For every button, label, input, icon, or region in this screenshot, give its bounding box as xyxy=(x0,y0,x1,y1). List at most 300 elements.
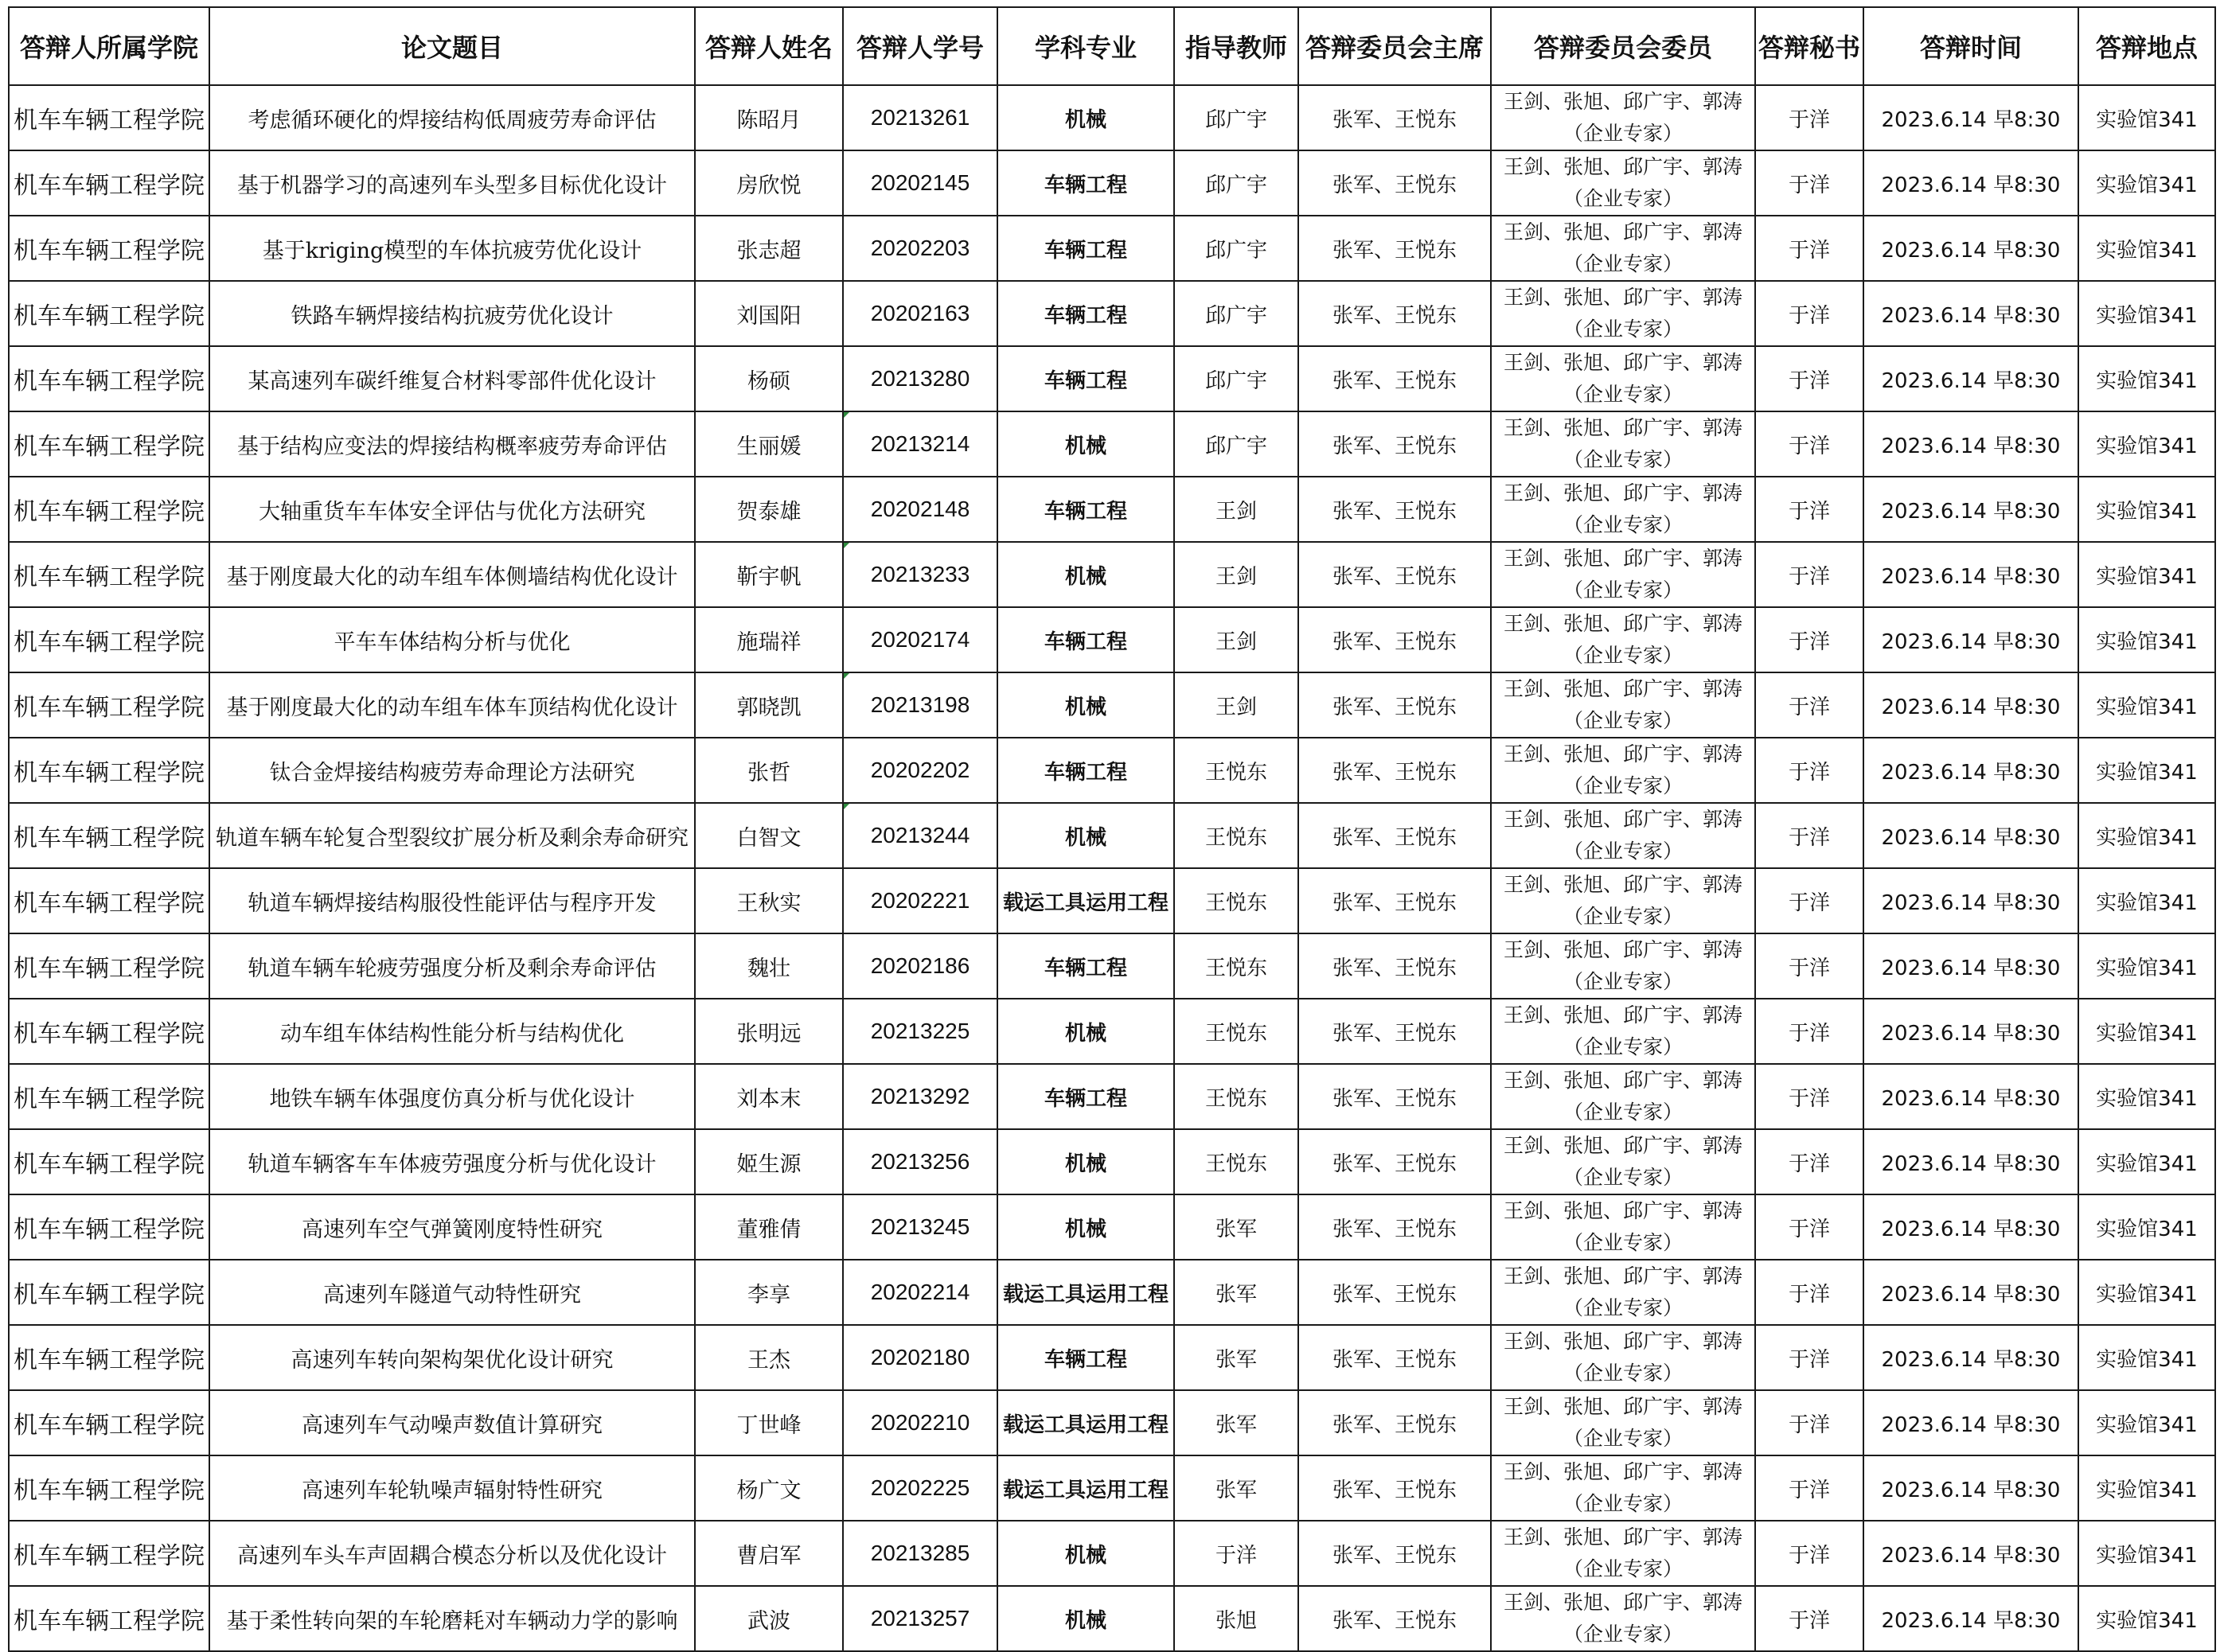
advisor-cell: 张军 xyxy=(1174,1390,1298,1455)
college-cell: 机车车辆工程学院 xyxy=(9,1586,209,1651)
committee-members-cell xyxy=(1491,738,1755,803)
committee-members-cell xyxy=(1491,1455,1755,1521)
thesis-title-cell: 高速列车轮轨噪声辐射特性研究 xyxy=(209,1455,695,1521)
table-row xyxy=(9,346,2215,411)
thesis-title-cell: 地铁车辆车体强度仿真分析与优化设计 xyxy=(209,1064,695,1129)
advisor-cell: 王剑 xyxy=(1174,542,1298,607)
defense-location-cell: 实验馆341 xyxy=(2078,216,2215,281)
committee-members-note: （企业专家） xyxy=(1563,579,1683,602)
committee-members-names: 王剑、张旭、邱广宇、郭涛 xyxy=(1503,1591,1742,1614)
committee-members-cell xyxy=(1491,1260,1755,1325)
student-name-cell: 陈昭月 xyxy=(695,85,843,150)
college-cell: 机车车辆工程学院 xyxy=(9,150,209,216)
student-id-value: 20213280 xyxy=(870,366,970,391)
defense-location-cell: 实验馆341 xyxy=(2078,999,2215,1064)
college-cell: 机车车辆工程学院 xyxy=(9,542,209,607)
defense-location-cell: 实验馆341 xyxy=(2078,1390,2215,1455)
student-id-cell xyxy=(843,1586,997,1651)
committee-members-names: 王剑、张旭、邱广宇、郭涛 xyxy=(1503,873,1742,896)
student-id-value: 20213257 xyxy=(870,1606,970,1631)
committee-members-names: 王剑、张旭、邱广宇、郭涛 xyxy=(1503,1395,1742,1418)
student-name-cell: 房欣悦 xyxy=(695,150,843,216)
advisor-cell: 王悦东 xyxy=(1174,933,1298,999)
committee-members-note: （企业专家） xyxy=(1563,1623,1683,1646)
committee-chair-cell: 张军、王悦东 xyxy=(1298,150,1491,216)
student-name-cell: 白智文 xyxy=(695,803,843,868)
thesis-title-cell: 轨道车辆客车车体疲劳强度分析与优化设计 xyxy=(209,1129,695,1194)
thesis-title-cell: 基于刚度最大化的动车组车体侧墙结构优化设计 xyxy=(209,542,695,607)
advisor-cell: 王悦东 xyxy=(1174,1129,1298,1194)
committee-members-note: （企业专家） xyxy=(1563,709,1683,732)
student-id-cell xyxy=(843,1194,997,1260)
committee-members-cell xyxy=(1491,1064,1755,1129)
major-cell: 载运工具运用工程 xyxy=(997,1390,1174,1455)
student-id-cell xyxy=(843,607,997,672)
student-id-cell xyxy=(843,150,997,216)
committee-members-cell xyxy=(1491,1521,1755,1586)
student-id-cell xyxy=(843,999,997,1064)
college-cell: 机车车辆工程学院 xyxy=(9,999,209,1064)
defense-location-cell: 实验馆341 xyxy=(2078,672,2215,738)
college-cell: 机车车辆工程学院 xyxy=(9,672,209,738)
defense-time-cell: 2023.6.14 早8:30 xyxy=(1863,477,2078,542)
major-cell: 车辆工程 xyxy=(997,216,1174,281)
student-id-value: 20202145 xyxy=(870,170,970,195)
major-cell: 机械 xyxy=(997,1586,1174,1651)
committee-members-cell xyxy=(1491,542,1755,607)
defense-location-cell: 实验馆341 xyxy=(2078,607,2215,672)
committee-chair-cell: 张军、王悦东 xyxy=(1298,933,1491,999)
major-cell: 机械 xyxy=(997,542,1174,607)
table-row xyxy=(9,1586,2215,1651)
committee-members-note: （企业专家） xyxy=(1563,1035,1683,1058)
cell-comment-marker xyxy=(844,543,849,548)
committee-chair-cell: 张军、王悦东 xyxy=(1298,607,1491,672)
major-cell: 机械 xyxy=(997,803,1174,868)
advisor-cell: 邱广宇 xyxy=(1174,150,1298,216)
committee-chair-cell: 张军、王悦东 xyxy=(1298,1260,1491,1325)
committee-members-note: （企业专家） xyxy=(1563,252,1683,275)
college-cell: 机车车辆工程学院 xyxy=(9,477,209,542)
major-cell: 车辆工程 xyxy=(997,738,1174,803)
major-cell: 机械 xyxy=(997,1129,1174,1194)
student-name-cell: 杨广文 xyxy=(695,1455,843,1521)
committee-members-names: 王剑、张旭、邱广宇、郭涛 xyxy=(1503,416,1742,439)
student-id-value: 20202210 xyxy=(870,1410,970,1435)
committee-members-note: （企业专家） xyxy=(1563,840,1683,863)
major-cell: 车辆工程 xyxy=(997,933,1174,999)
advisor-cell: 邱广宇 xyxy=(1174,85,1298,150)
college-cell: 机车车辆工程学院 xyxy=(9,868,209,933)
college-cell: 机车车辆工程学院 xyxy=(9,346,209,411)
table-row xyxy=(9,1325,2215,1390)
committee-chair-cell: 张军、王悦东 xyxy=(1298,738,1491,803)
table-row xyxy=(9,1390,2215,1455)
student-id-value: 20202203 xyxy=(870,236,970,260)
committee-chair-cell: 张军、王悦东 xyxy=(1298,85,1491,150)
secretary-cell: 于洋 xyxy=(1755,1586,1863,1651)
table-row xyxy=(9,868,2215,933)
committee-members-note: （企业专家） xyxy=(1563,1362,1683,1385)
secretary-cell: 于洋 xyxy=(1755,216,1863,281)
committee-members-note: （企业专家） xyxy=(1563,1231,1683,1254)
defense-location-cell: 实验馆341 xyxy=(2078,933,2215,999)
table-row xyxy=(9,1129,2215,1194)
committee-members-names: 王剑、张旭、邱广宇、郭涛 xyxy=(1503,481,1742,505)
thesis-title-cell: 基于柔性转向架的车轮磨耗对车辆动力学的影响 xyxy=(209,1586,695,1651)
major-cell: 车辆工程 xyxy=(997,346,1174,411)
student-id-value: 20213244 xyxy=(870,823,970,847)
advisor-cell: 王悦东 xyxy=(1174,738,1298,803)
defense-location-cell: 实验馆341 xyxy=(2078,1325,2215,1390)
student-name-cell: 贺泰雄 xyxy=(695,477,843,542)
defense-time-cell: 2023.6.14 早8:30 xyxy=(1863,85,2078,150)
committee-members-names: 王剑、张旭、邱广宇、郭涛 xyxy=(1503,612,1742,635)
student-id-cell xyxy=(843,1260,997,1325)
secretary-cell: 于洋 xyxy=(1755,607,1863,672)
committee-members-note: （企业专家） xyxy=(1563,774,1683,797)
thesis-title-cell: 大轴重货车车体安全评估与优化方法研究 xyxy=(209,477,695,542)
committee-members-names: 王剑、张旭、邱广宇、郭涛 xyxy=(1503,547,1742,570)
committee-members-cell xyxy=(1491,1129,1755,1194)
defense-time-cell: 2023.6.14 早8:30 xyxy=(1863,1521,2078,1586)
header-student-id: 答辩人学号 xyxy=(843,7,997,85)
committee-members-note: （企业专家） xyxy=(1563,1557,1683,1580)
college-cell: 机车车辆工程学院 xyxy=(9,607,209,672)
defense-time-cell: 2023.6.14 早8:30 xyxy=(1863,1455,2078,1521)
student-name-cell: 杨硕 xyxy=(695,346,843,411)
student-id-cell xyxy=(843,1064,997,1129)
header-thesis-title: 论文题目 xyxy=(209,7,695,85)
secretary-cell: 于洋 xyxy=(1755,1064,1863,1129)
student-name-cell: 郭晓凯 xyxy=(695,672,843,738)
committee-chair-cell: 张军、王悦东 xyxy=(1298,411,1491,477)
thesis-title-cell: 平车车体结构分析与优化 xyxy=(209,607,695,672)
table-row xyxy=(9,477,2215,542)
advisor-cell: 王剑 xyxy=(1174,477,1298,542)
header-row xyxy=(9,7,2215,85)
defense-location-cell: 实验馆341 xyxy=(2078,868,2215,933)
table-row xyxy=(9,933,2215,999)
student-name-cell: 靳宇帆 xyxy=(695,542,843,607)
student-id-value: 20202214 xyxy=(870,1280,970,1304)
major-cell: 机械 xyxy=(997,999,1174,1064)
defense-location-cell: 实验馆341 xyxy=(2078,1521,2215,1586)
secretary-cell: 于洋 xyxy=(1755,477,1863,542)
student-id-cell xyxy=(843,1390,997,1455)
table-row xyxy=(9,150,2215,216)
defense-time-cell: 2023.6.14 早8:30 xyxy=(1863,672,2078,738)
defense-time-cell: 2023.6.14 早8:30 xyxy=(1863,346,2078,411)
thesis-title-cell: 高速列车气动噪声数值计算研究 xyxy=(209,1390,695,1455)
defense-time-cell: 2023.6.14 早8:30 xyxy=(1863,1194,2078,1260)
header-student-name: 答辩人姓名 xyxy=(695,7,843,85)
committee-members-note: （企业专家） xyxy=(1563,644,1683,667)
committee-members-cell xyxy=(1491,1325,1755,1390)
committee-members-note: （企业专家） xyxy=(1563,187,1683,210)
major-cell: 机械 xyxy=(997,672,1174,738)
student-id-cell xyxy=(843,1129,997,1194)
header-secretary: 答辩秘书 xyxy=(1755,7,1863,85)
committee-members-cell xyxy=(1491,346,1755,411)
committee-chair-cell: 张军、王悦东 xyxy=(1298,803,1491,868)
student-id-value: 20213214 xyxy=(870,431,970,456)
student-name-cell: 施瑞祥 xyxy=(695,607,843,672)
student-id-value: 20213198 xyxy=(870,692,970,717)
student-id-cell xyxy=(843,411,997,477)
advisor-cell: 邱广宇 xyxy=(1174,281,1298,346)
committee-members-names: 王剑、张旭、邱广宇、郭涛 xyxy=(1503,1003,1742,1027)
major-cell: 车辆工程 xyxy=(997,150,1174,216)
advisor-cell: 邱广宇 xyxy=(1174,216,1298,281)
college-cell: 机车车辆工程学院 xyxy=(9,216,209,281)
advisor-cell: 王悦东 xyxy=(1174,868,1298,933)
table-row xyxy=(9,85,2215,150)
student-id-cell xyxy=(843,1455,997,1521)
committee-chair-cell: 张军、王悦东 xyxy=(1298,1129,1491,1194)
thesis-title-cell: 考虑循环硬化的焊接结构低周疲劳寿命评估 xyxy=(209,85,695,150)
committee-members-names: 王剑、张旭、邱广宇、郭涛 xyxy=(1503,1199,1742,1222)
advisor-cell: 张军 xyxy=(1174,1325,1298,1390)
advisor-cell: 于洋 xyxy=(1174,1521,1298,1586)
student-id-cell xyxy=(843,933,997,999)
student-id-value: 20202148 xyxy=(870,497,970,521)
student-id-cell xyxy=(843,1521,997,1586)
defense-location-cell: 实验馆341 xyxy=(2078,477,2215,542)
committee-members-cell xyxy=(1491,1390,1755,1455)
secretary-cell: 于洋 xyxy=(1755,281,1863,346)
major-cell: 车辆工程 xyxy=(997,477,1174,542)
major-cell: 车辆工程 xyxy=(997,281,1174,346)
advisor-cell: 王悦东 xyxy=(1174,803,1298,868)
secretary-cell: 于洋 xyxy=(1755,1521,1863,1586)
secretary-cell: 于洋 xyxy=(1755,868,1863,933)
college-cell: 机车车辆工程学院 xyxy=(9,1325,209,1390)
secretary-cell: 于洋 xyxy=(1755,411,1863,477)
committee-members-cell xyxy=(1491,85,1755,150)
table-row xyxy=(9,999,2215,1064)
committee-members-names: 王剑、张旭、邱广宇、郭涛 xyxy=(1503,1069,1742,1092)
committee-members-cell xyxy=(1491,281,1755,346)
defense-location-cell: 实验馆341 xyxy=(2078,1194,2215,1260)
major-cell: 载运工具运用工程 xyxy=(997,1455,1174,1521)
secretary-cell: 于洋 xyxy=(1755,738,1863,803)
committee-chair-cell: 张军、王悦东 xyxy=(1298,1064,1491,1129)
advisor-cell: 邱广宇 xyxy=(1174,346,1298,411)
defense-time-cell: 2023.6.14 早8:30 xyxy=(1863,1064,2078,1129)
committee-members-names: 王剑、张旭、邱广宇、郭涛 xyxy=(1503,155,1742,178)
student-id-value: 20213285 xyxy=(870,1541,970,1565)
thesis-title-cell: 高速列车转向架构架优化设计研究 xyxy=(209,1325,695,1390)
committee-members-names: 王剑、张旭、邱广宇、郭涛 xyxy=(1503,220,1742,244)
committee-members-names: 王剑、张旭、邱广宇、郭涛 xyxy=(1503,808,1742,831)
advisor-cell: 邱广宇 xyxy=(1174,411,1298,477)
defense-time-cell: 2023.6.14 早8:30 xyxy=(1863,1129,2078,1194)
defense-location-cell: 实验馆341 xyxy=(2078,346,2215,411)
defense-location-cell: 实验馆341 xyxy=(2078,738,2215,803)
committee-members-names: 王剑、张旭、邱广宇、郭涛 xyxy=(1503,1525,1742,1549)
student-id-value: 20202186 xyxy=(870,953,970,978)
committee-members-names: 王剑、张旭、邱广宇、郭涛 xyxy=(1503,1460,1742,1483)
header-major: 学科专业 xyxy=(997,7,1174,85)
committee-members-cell xyxy=(1491,477,1755,542)
major-cell: 车辆工程 xyxy=(997,1325,1174,1390)
major-cell: 车辆工程 xyxy=(997,607,1174,672)
defense-schedule-table xyxy=(8,6,2216,1652)
table-row xyxy=(9,803,2215,868)
student-id-cell xyxy=(843,672,997,738)
committee-chair-cell: 张军、王悦东 xyxy=(1298,216,1491,281)
college-cell: 机车车辆工程学院 xyxy=(9,738,209,803)
thesis-title-cell: 基于机器学习的高速列车头型多目标优化设计 xyxy=(209,150,695,216)
defense-location-cell: 实验馆341 xyxy=(2078,1455,2215,1521)
college-cell: 机车车辆工程学院 xyxy=(9,85,209,150)
table-row xyxy=(9,411,2215,477)
defense-location-cell: 实验馆341 xyxy=(2078,1260,2215,1325)
student-id-value: 20213256 xyxy=(870,1149,970,1174)
table-row xyxy=(9,1260,2215,1325)
student-id-value: 20202174 xyxy=(870,627,970,652)
header-committee-members: 答辩委员会委员 xyxy=(1491,7,1755,85)
secretary-cell: 于洋 xyxy=(1755,933,1863,999)
secretary-cell: 于洋 xyxy=(1755,85,1863,150)
college-cell: 机车车辆工程学院 xyxy=(9,411,209,477)
defense-location-cell: 实验馆341 xyxy=(2078,1129,2215,1194)
committee-chair-cell: 张军、王悦东 xyxy=(1298,281,1491,346)
committee-members-note: （企业专家） xyxy=(1563,1296,1683,1319)
defense-location-cell: 实验馆341 xyxy=(2078,85,2215,150)
college-cell: 机车车辆工程学院 xyxy=(9,933,209,999)
student-id-cell xyxy=(843,281,997,346)
table-row xyxy=(9,1064,2215,1129)
student-name-cell: 李享 xyxy=(695,1260,843,1325)
header-advisor: 指导教师 xyxy=(1174,7,1298,85)
defense-time-cell: 2023.6.14 早8:30 xyxy=(1863,933,2078,999)
student-id-cell xyxy=(843,542,997,607)
major-cell: 车辆工程 xyxy=(997,1064,1174,1129)
student-id-value: 20202202 xyxy=(870,758,970,782)
thesis-title-cell: 铁路车辆焊接结构抗疲劳优化设计 xyxy=(209,281,695,346)
committee-chair-cell: 张军、王悦东 xyxy=(1298,1325,1491,1390)
defense-time-cell: 2023.6.14 早8:30 xyxy=(1863,1260,2078,1325)
college-cell: 机车车辆工程学院 xyxy=(9,1521,209,1586)
secretary-cell: 于洋 xyxy=(1755,542,1863,607)
table-row xyxy=(9,216,2215,281)
college-cell: 机车车辆工程学院 xyxy=(9,281,209,346)
student-name-cell: 王秋实 xyxy=(695,868,843,933)
defense-time-cell: 2023.6.14 早8:30 xyxy=(1863,216,2078,281)
committee-members-note: （企业专家） xyxy=(1563,122,1683,145)
secretary-cell: 于洋 xyxy=(1755,1390,1863,1455)
defense-location-cell: 实验馆341 xyxy=(2078,150,2215,216)
major-cell: 载运工具运用工程 xyxy=(997,868,1174,933)
student-id-value: 20202163 xyxy=(870,301,970,325)
student-name-cell: 魏壮 xyxy=(695,933,843,999)
committee-chair-cell: 张军、王悦东 xyxy=(1298,868,1491,933)
student-id-cell xyxy=(843,803,997,868)
committee-chair-cell: 张军、王悦东 xyxy=(1298,1586,1491,1651)
defense-location-cell: 实验馆341 xyxy=(2078,411,2215,477)
committee-members-names: 王剑、张旭、邱广宇、郭涛 xyxy=(1503,1134,1742,1157)
committee-chair-cell: 张军、王悦东 xyxy=(1298,1455,1491,1521)
table-row xyxy=(9,542,2215,607)
secretary-cell: 于洋 xyxy=(1755,672,1863,738)
major-cell: 机械 xyxy=(997,1194,1174,1260)
table-row xyxy=(9,672,2215,738)
defense-location-cell: 实验馆341 xyxy=(2078,1586,2215,1651)
table-row xyxy=(9,738,2215,803)
advisor-cell: 张军 xyxy=(1174,1260,1298,1325)
committee-members-note: （企业专家） xyxy=(1563,318,1683,341)
student-id-value: 20202221 xyxy=(870,888,970,913)
committee-chair-cell: 张军、王悦东 xyxy=(1298,477,1491,542)
committee-members-names: 王剑、张旭、邱广宇、郭涛 xyxy=(1503,1264,1742,1288)
defense-time-cell: 2023.6.14 早8:30 xyxy=(1863,607,2078,672)
student-name-cell: 刘本末 xyxy=(695,1064,843,1129)
student-name-cell: 张明远 xyxy=(695,999,843,1064)
thesis-title-cell: 轨道车辆车轮复合型裂纹扩展分析及剩余寿命研究 xyxy=(209,803,695,868)
advisor-cell: 张军 xyxy=(1174,1194,1298,1260)
defense-location-cell: 实验馆341 xyxy=(2078,803,2215,868)
major-cell: 机械 xyxy=(997,85,1174,150)
thesis-title-cell: 动车组车体结构性能分析与结构优化 xyxy=(209,999,695,1064)
defense-location-cell: 实验馆341 xyxy=(2078,542,2215,607)
thesis-title-cell: 钛合金焊接结构疲劳寿命理论方法研究 xyxy=(209,738,695,803)
defense-time-cell: 2023.6.14 早8:30 xyxy=(1863,1390,2078,1455)
committee-members-cell xyxy=(1491,411,1755,477)
committee-members-note: （企业专家） xyxy=(1563,970,1683,993)
committee-members-note: （企业专家） xyxy=(1563,1427,1683,1450)
college-cell: 机车车辆工程学院 xyxy=(9,1455,209,1521)
student-id-cell xyxy=(843,477,997,542)
defense-time-cell: 2023.6.14 早8:30 xyxy=(1863,281,2078,346)
student-id-value: 20213261 xyxy=(870,105,970,130)
college-cell: 机车车辆工程学院 xyxy=(9,1194,209,1260)
committee-members-names: 王剑、张旭、邱广宇、郭涛 xyxy=(1503,286,1742,309)
committee-members-cell xyxy=(1491,999,1755,1064)
student-name-cell: 曹启军 xyxy=(695,1521,843,1586)
committee-chair-cell: 张军、王悦东 xyxy=(1298,346,1491,411)
committee-members-cell xyxy=(1491,672,1755,738)
committee-members-cell xyxy=(1491,803,1755,868)
student-name-cell: 董雅倩 xyxy=(695,1194,843,1260)
thesis-title-cell: 轨道车辆车轮疲劳强度分析及剩余寿命评估 xyxy=(209,933,695,999)
student-id-cell xyxy=(843,85,997,150)
thesis-title-cell: 高速列车隧道气动特性研究 xyxy=(209,1260,695,1325)
secretary-cell: 于洋 xyxy=(1755,1455,1863,1521)
defense-time-cell: 2023.6.14 早8:30 xyxy=(1863,1586,2078,1651)
student-id-value: 20202180 xyxy=(870,1345,970,1370)
thesis-title-cell: 基于kriging模型的车体抗疲劳优化设计 xyxy=(209,216,695,281)
student-id-cell xyxy=(843,216,997,281)
committee-chair-cell: 张军、王悦东 xyxy=(1298,999,1491,1064)
advisor-cell: 王悦东 xyxy=(1174,999,1298,1064)
advisor-cell: 张旭 xyxy=(1174,1586,1298,1651)
major-cell: 机械 xyxy=(997,411,1174,477)
committee-chair-cell: 张军、王悦东 xyxy=(1298,1521,1491,1586)
committee-members-cell xyxy=(1491,150,1755,216)
cell-comment-marker xyxy=(844,804,849,809)
committee-members-note: （企业专家） xyxy=(1563,1492,1683,1515)
defense-time-cell: 2023.6.14 早8:30 xyxy=(1863,411,2078,477)
student-id-value: 20213225 xyxy=(870,1019,970,1043)
cell-comment-marker xyxy=(844,412,849,418)
secretary-cell: 于洋 xyxy=(1755,1194,1863,1260)
secretary-cell: 于洋 xyxy=(1755,999,1863,1064)
committee-members-cell xyxy=(1491,216,1755,281)
defense-time-cell: 2023.6.14 早8:30 xyxy=(1863,738,2078,803)
committee-members-note: （企业专家） xyxy=(1563,448,1683,471)
